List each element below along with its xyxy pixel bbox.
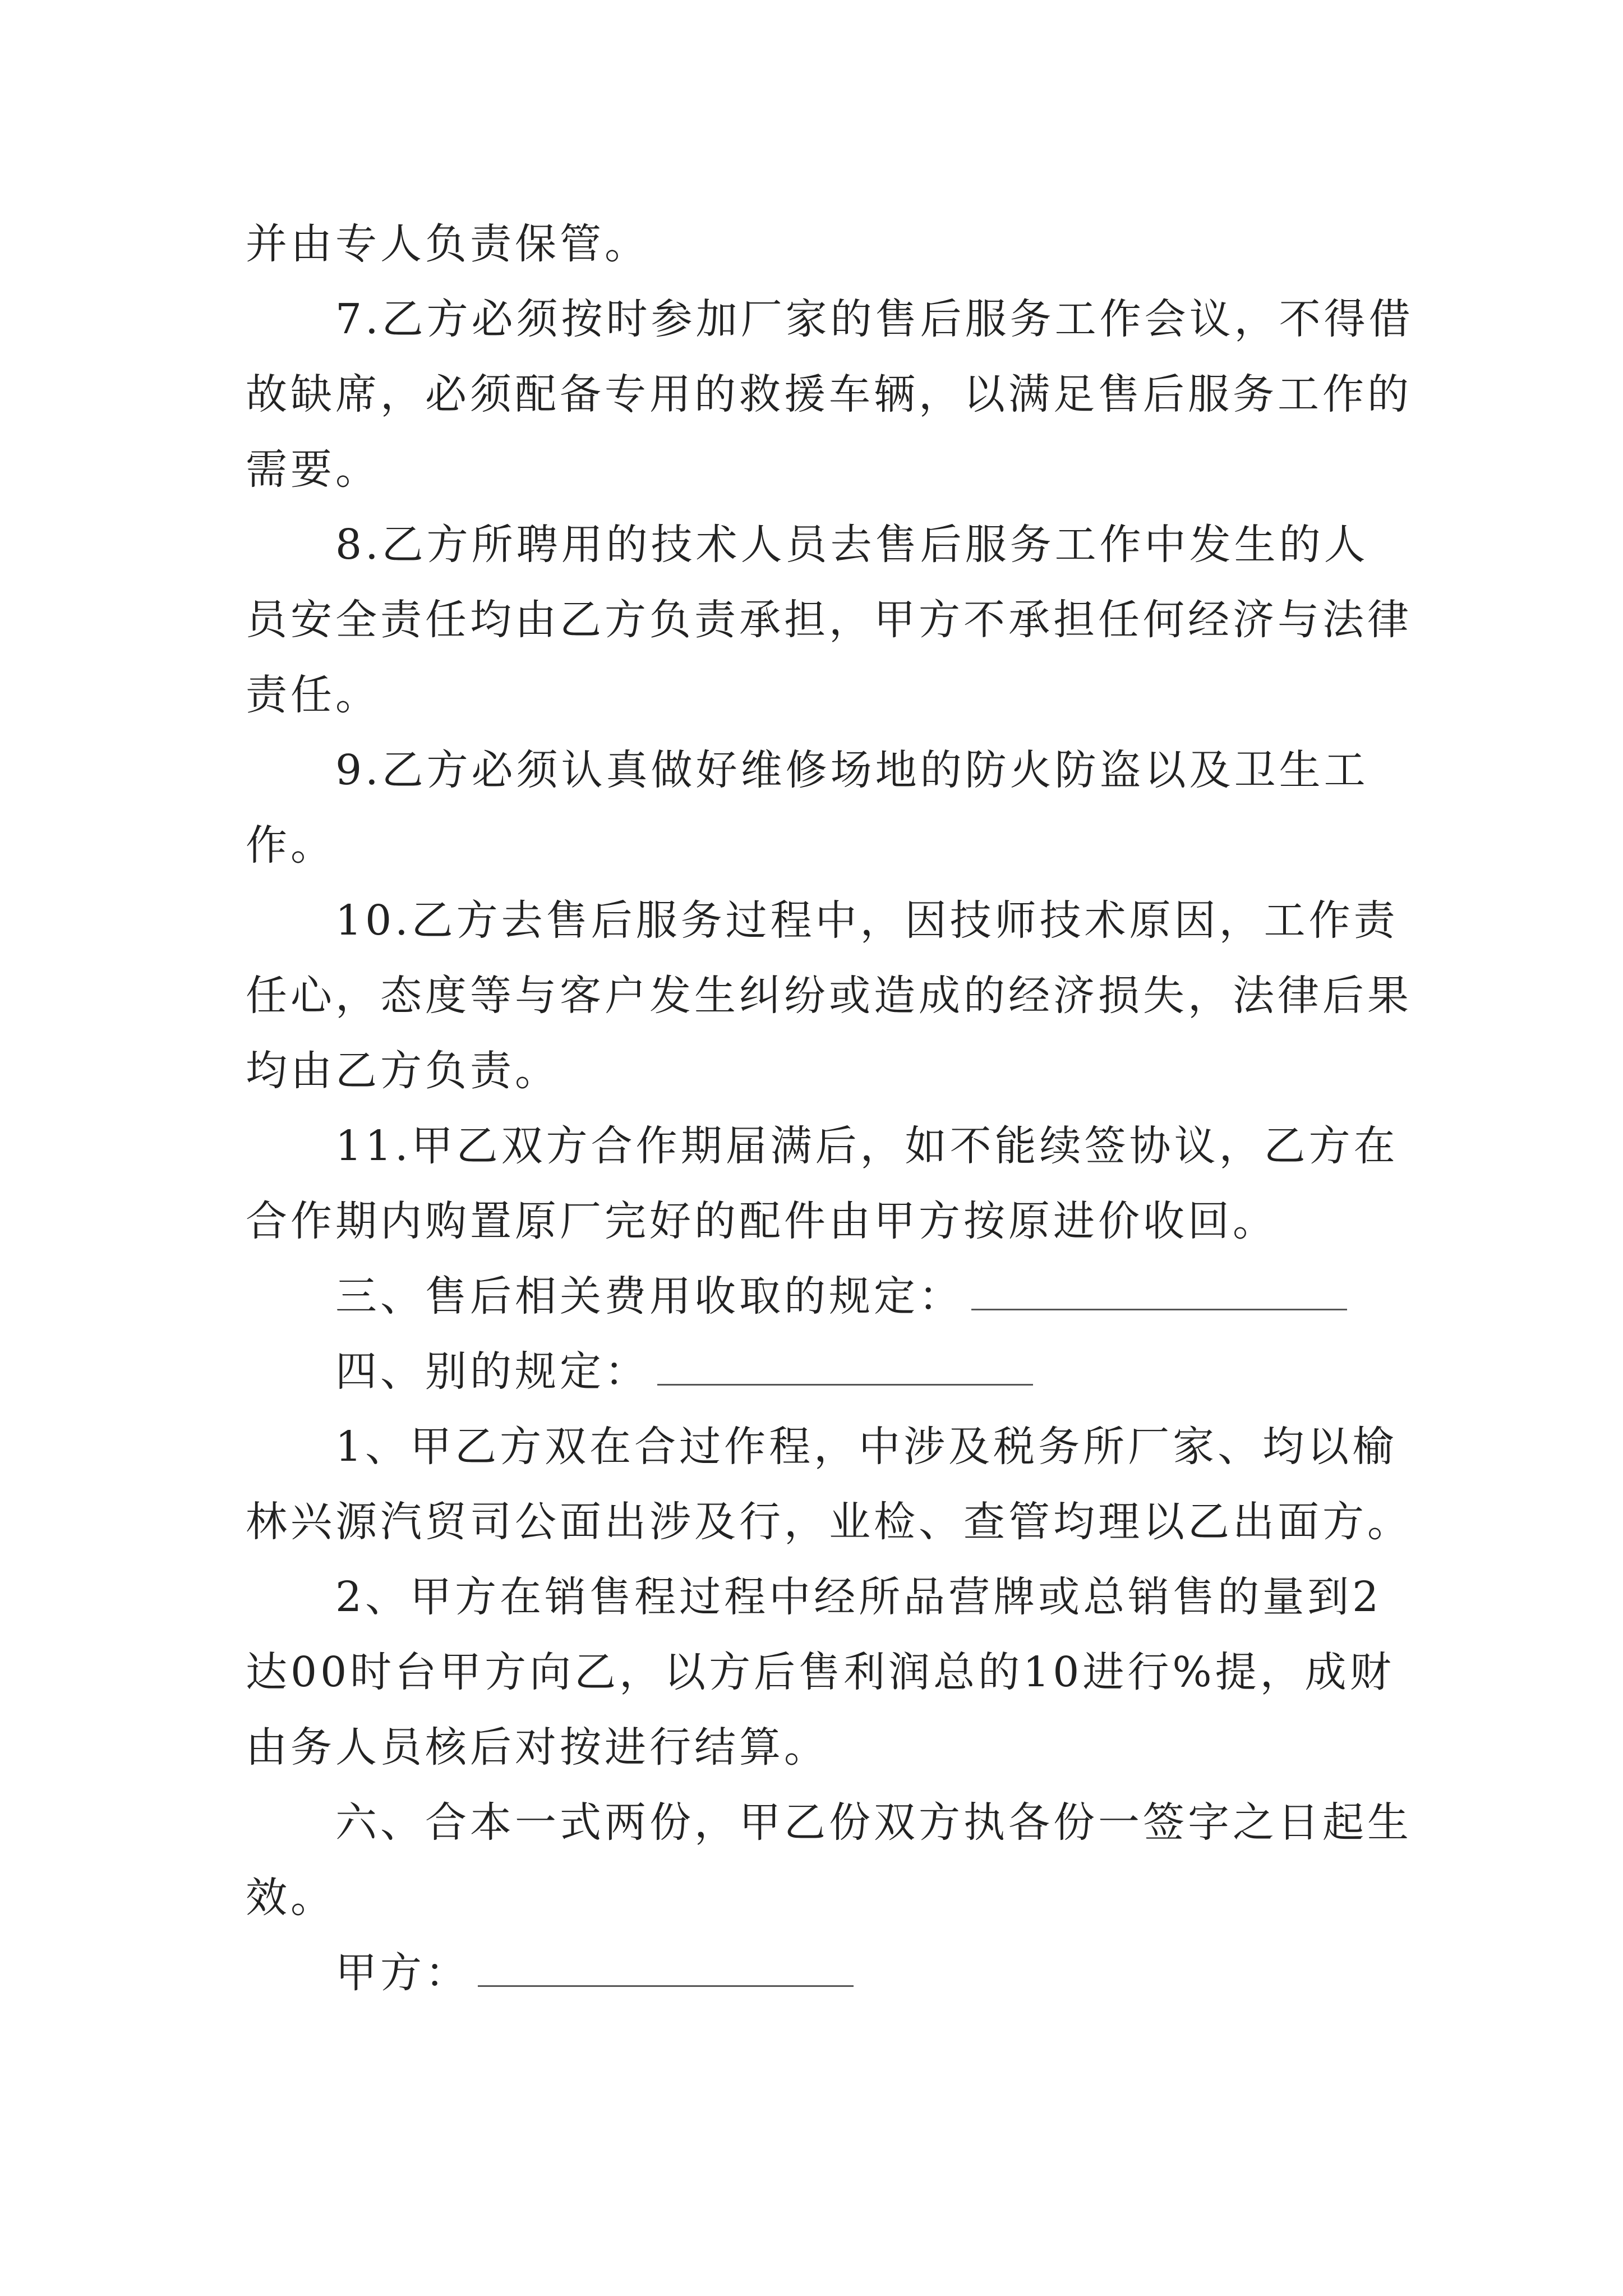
text-line: [335, 1792, 1412, 1853]
text-line: [335, 890, 1399, 951]
text-line: [246, 213, 649, 275]
line-text: 三、售后相关费用收取的规定：: [335, 1272, 963, 1320]
line-text: 9.乙方必须认真做好维修场地的防火防盗以及卫生工: [335, 746, 1369, 794]
text-line: [335, 1566, 1382, 1628]
line-text: 四、别的规定：: [335, 1347, 649, 1396]
text-line: [246, 1491, 1412, 1553]
line-text: 10.乙方去售后服务过程中，因技师技术原因，工作责: [335, 896, 1399, 945]
line-text: 并由专人负责保管。: [246, 220, 649, 268]
line-text: 员安全责任均由乙方负责承担，甲方不承担任何经济与法律: [246, 596, 1412, 644]
text-line: [246, 815, 335, 876]
party-a-label: 甲方：: [335, 1949, 470, 1997]
party-a-signature-blank: [478, 1952, 854, 1987]
text-line: [246, 1867, 335, 1929]
line-text: 由务人员核后对按进行结算。: [246, 1723, 829, 1772]
text-line: [246, 1641, 1395, 1703]
text-line: [335, 1266, 1347, 1327]
line-text: 任心，态度等与客户发生纠纷或造成的经济损失，法律后果: [246, 972, 1412, 1020]
line-text: 作。: [246, 821, 335, 869]
line-text: 7.乙方必须按时参加厂家的售后服务工作会议，不得借: [335, 295, 1414, 343]
text-line: [335, 1942, 854, 2004]
text-line: [246, 1717, 829, 1778]
line-text: 11.甲乙双方合作期届满后，如不能续签协议，乙方在: [335, 1122, 1399, 1170]
line-text: 林兴源汽贸司公面出涉及行，业检、查管均理以乙出面方。: [246, 1498, 1412, 1546]
line-text: 合作期内购置原厂完好的配件由甲方按原进价收回。: [246, 1197, 1278, 1245]
line-text: 2、甲方在销售程过程中经所品营牌或总销售的量到2: [335, 1573, 1382, 1621]
text-line: [335, 288, 1414, 350]
text-line: [246, 965, 1412, 1027]
text-line: [335, 1416, 1397, 1478]
text-line: [246, 1040, 560, 1102]
line-text: 1、甲乙方双在合过作程，中涉及税务所厂家、均以榆: [335, 1423, 1398, 1471]
line-text: 六、合本一式两份，甲乙份双方执各份一签字之日起生: [335, 1798, 1412, 1847]
fee-rules-blank: [971, 1275, 1347, 1310]
line-text: 责任。: [246, 671, 380, 719]
text-line: [335, 1115, 1399, 1177]
text-line: [335, 1341, 1033, 1402]
text-line: [335, 739, 1369, 801]
other-rules-blank: [657, 1350, 1033, 1386]
text-line: [246, 664, 380, 726]
text-line: [335, 514, 1369, 576]
text-line: [246, 439, 380, 500]
line-text: 效。: [246, 1874, 335, 1922]
line-text: 达00时台甲方向乙，以方后售利润总的10进行%提，成财: [246, 1648, 1395, 1696]
text-line: [246, 1190, 1278, 1252]
text-line: [246, 364, 1412, 425]
line-text: 需要。: [246, 445, 380, 494]
text-line: [246, 589, 1412, 651]
line-text: 故缺席，必须配备专用的救援车辆，以满足售后服务工作的: [246, 370, 1412, 418]
line-text: 均由乙方负责。: [246, 1047, 560, 1095]
line-text: 8.乙方所聘用的技术人员去售后服务工作中发生的人: [335, 521, 1369, 569]
